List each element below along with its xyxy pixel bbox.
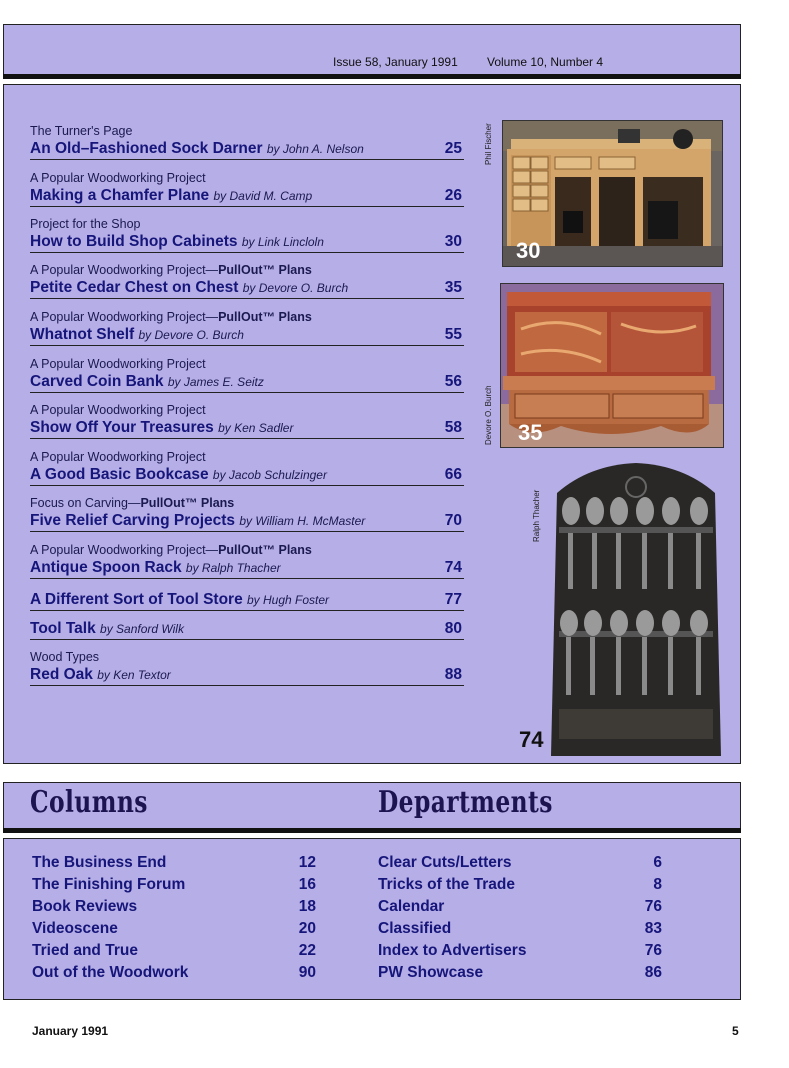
entry-category: Focus on Carving—PullOut™ Plans [30,496,235,510]
entry-category: A Popular Woodworking Project—PullOut™ Plans [30,263,312,277]
entry-title: An Old–Fashioned Sock Darner by John A. Nelson [30,140,364,157]
toc-entry[interactable] [30,619,464,640]
entry-title: Antique Spoon Rack by Ralph Thacher [30,559,281,576]
entry-category: A Popular Woodworking Project [30,450,206,464]
columns-item[interactable]: Book Reviews 18 [32,898,316,915]
entry-title: Tool Talk by Sanford Wilk [30,620,184,637]
entry-page: 56 [444,373,462,390]
toc-entry[interactable] [30,357,464,393]
entry-title: Making a Chamfer Plane by David M. Camp [30,187,313,204]
columns-item[interactable]: Tried and True 22 [32,942,316,959]
entry-category: The Turner's Page [30,124,133,138]
toc-entry[interactable] [30,403,464,439]
entry-title: Red Oak by Ken Textor [30,666,171,683]
toc-entry[interactable] [30,263,464,299]
entry-category: A Popular Woodworking Project [30,357,206,371]
spoon-rack-image [549,463,723,756]
photo-badge-30: 30 [516,238,541,263]
toc-entry[interactable] [30,543,464,579]
footer-page-number: 5 [732,1024,739,1038]
toc-entry[interactable] [30,217,464,253]
entry-category: A Popular Woodworking Project—PullOut™ Plans [30,310,312,324]
entry-page: 26 [444,187,462,204]
departments-heading: Departments [378,785,553,820]
entry-page: 74 [444,559,462,576]
entry-page: 77 [444,591,462,608]
photo-credit-1: Phil Fischer [484,123,493,165]
departments-item[interactable]: Tricks of the Trade 8 [378,876,662,893]
entry-title: Show Off Your Treasures by Ken Sadler [30,419,294,436]
columns-item[interactable]: Out of the Woodwork 90 [32,964,316,981]
entry-page: 70 [444,512,462,529]
departments-item[interactable]: PW Showcase 86 [378,964,662,981]
entry-page: 80 [444,620,462,637]
footer-date: January 1991 [32,1024,109,1038]
header-rule [3,74,741,79]
entry-page: 30 [444,233,462,250]
toc-entry[interactable] [30,496,464,532]
entry-page: 58 [444,419,462,436]
columns-item[interactable]: The Business End 12 [32,854,316,871]
entry-title: Whatnot Shelf by Devore O. Burch [30,326,244,343]
entry-category: A Popular Woodworking Project—PullOut™ Plans [30,543,312,557]
entry-title: A Different Sort of Tool Store by Hugh Foster [30,591,330,608]
entry-title: Five Relief Carving Projects by William H. McMaster [30,512,366,529]
columns-heading: Columns [30,785,148,820]
departments-list [378,854,662,986]
sections-rule [3,828,741,833]
toc-entry[interactable] [30,650,464,686]
photo-credit-3: Ralph Thacher [532,489,541,542]
issue-label: Issue 58, January 1991 [333,55,458,69]
toc-entry[interactable] [30,171,464,207]
entry-page: 66 [444,466,462,483]
columns-item[interactable]: The Finishing Forum 16 [32,876,316,893]
columns-item[interactable]: Videoscene 20 [32,920,316,937]
entry-category: Project for the Shop [30,217,141,231]
toc-entry[interactable] [30,124,464,160]
toc-entry[interactable] [30,450,464,486]
entry-category: Wood Types [30,650,100,664]
departments-item[interactable]: Classified 83 [378,920,662,937]
departments-item[interactable]: Clear Cuts/Letters 6 [378,854,662,871]
entry-title: Petite Cedar Chest on Chest by Devore O. Burch [30,279,349,296]
photo-badge-35: 35 [518,420,543,445]
columns-list [32,854,316,986]
entry-title: How to Build Shop Cabinets by Link Lincloln [30,233,324,250]
spoon-rack-photo [549,463,723,756]
entry-page: 25 [444,140,462,157]
volume-label: Volume 10, Number 4 [487,55,604,69]
photo-credit-2: Devore O. Burch [484,385,493,445]
entry-page: 35 [444,279,462,296]
toc-entry[interactable] [30,590,464,611]
entry-category: A Popular Woodworking Project [30,171,206,185]
departments-item[interactable]: Index to Advertisers 76 [378,942,662,959]
entry-title: Carved Coin Bank by James E. Seitz [30,373,264,390]
entry-category: A Popular Woodworking Project [30,403,206,417]
entry-page: 55 [444,326,462,343]
photo-badge-74: 74 [519,727,544,752]
entry-title: A Good Basic Bookcase by Jacob Schulzinger [30,466,327,483]
entry-page: 88 [444,666,462,683]
toc-entry[interactable] [30,310,464,346]
departments-item[interactable]: Calendar 76 [378,898,662,915]
